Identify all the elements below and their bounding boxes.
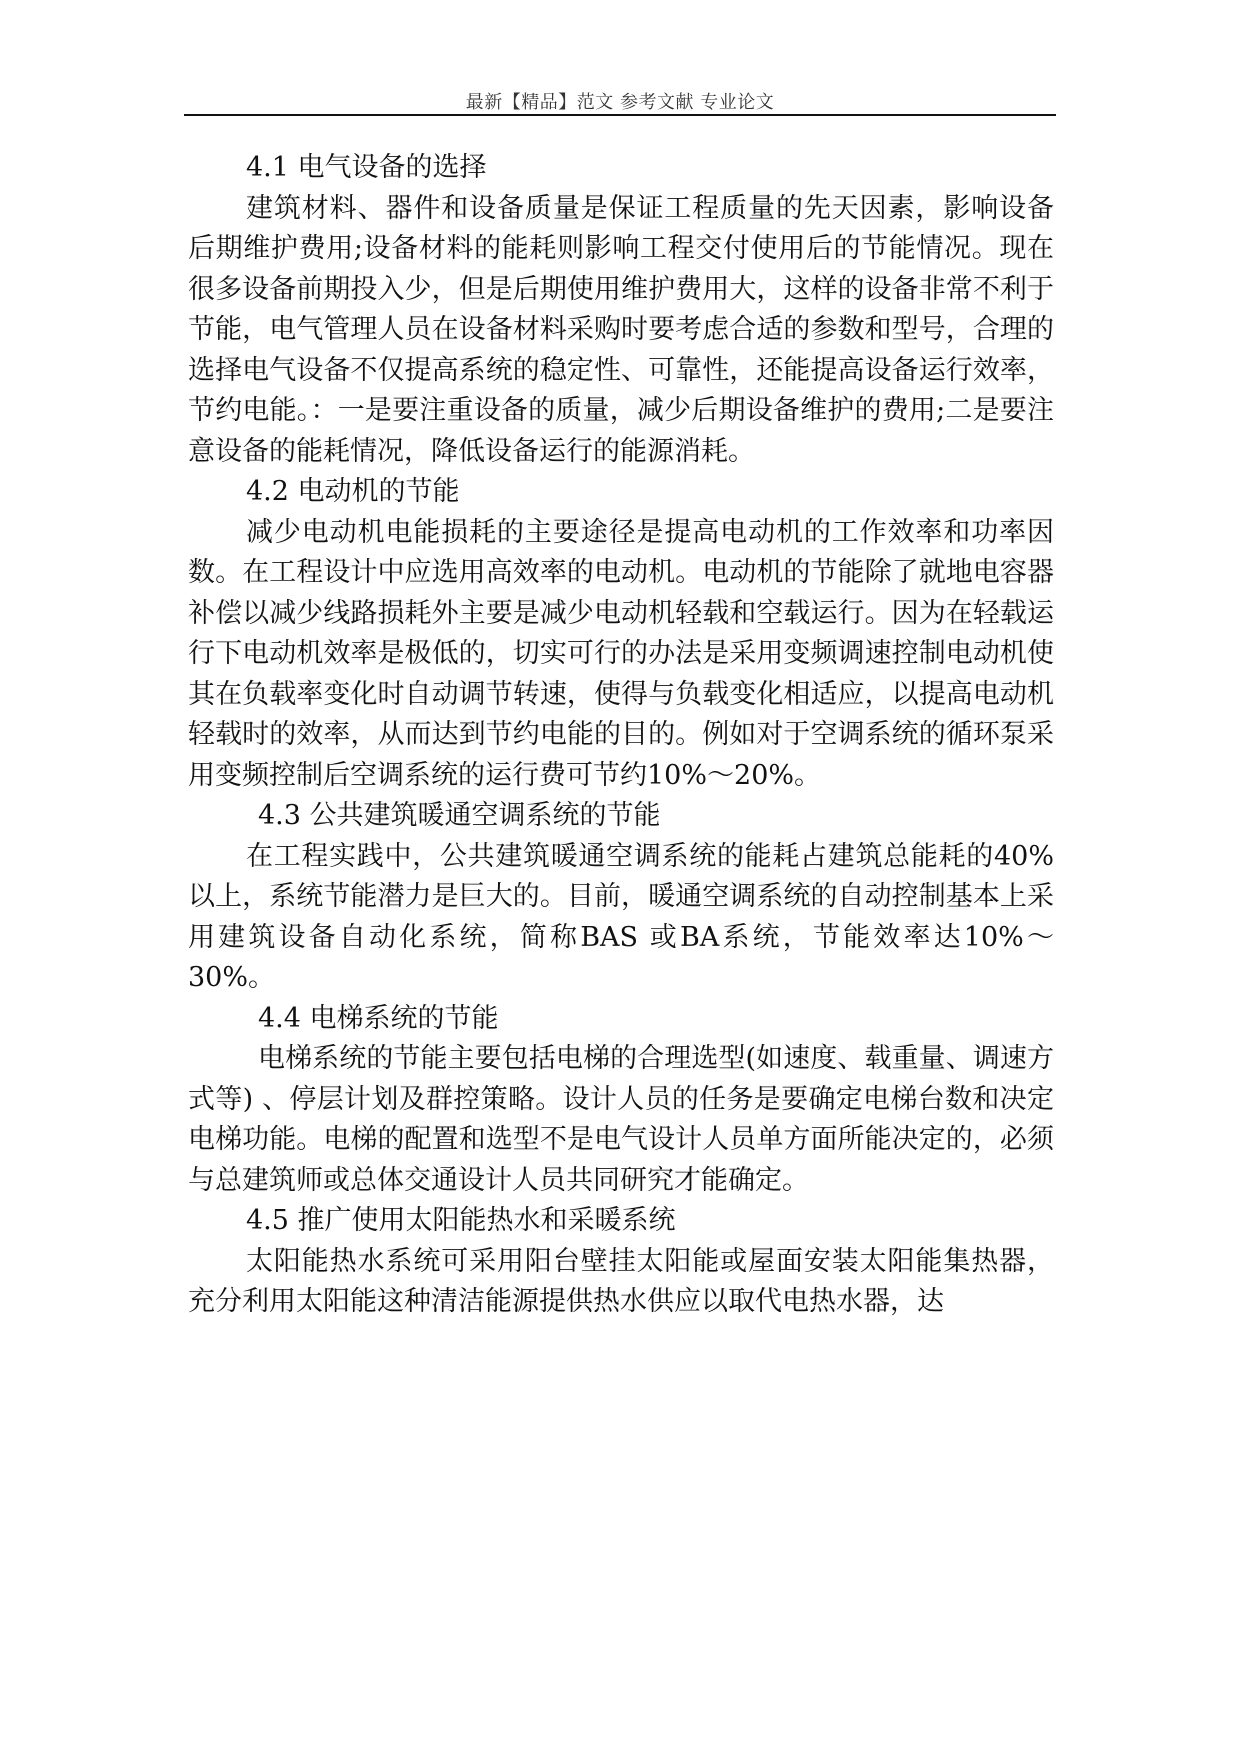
section-paragraph: 太阳能热水系统可采用阳台壁挂太阳能或屋面安装太阳能集热器，充分利用太阳能这种清洁能源提供热水供应以取代电热水器，达 (188, 1245, 1054, 1317)
section-heading: 4.1 电气设备的选择 (246, 152, 487, 183)
header-divider (184, 114, 1056, 116)
section-paragraph: 电梯系统的节能主要包括电梯的合理选型(如速度、载重量、调速方式等) 、停层计划及群控策略。设计人员的任务是要确定电梯台数和决定电梯功能。电梯的配置和选型不是电气设计人员单方面所能决定的，必须与总建筑师或总体交通设计人员共同研究才能确定。 (188, 1043, 1054, 1196)
section-heading: 4.2 电动机的节能 (246, 476, 460, 507)
running-header: 最新【精品】范文 参考文献 专业论文 (465, 92, 775, 113)
section-4-4 (188, 999, 1054, 1202)
section-heading: 4.5 推广使用太阳能热水和采暖系统 (246, 1205, 676, 1236)
section-4-2 (188, 472, 1054, 796)
document-body (188, 148, 1054, 1323)
section-4-3 (188, 796, 1054, 999)
section-paragraph: 建筑材料、器件和设备质量是保证工程质量的先天因素，影响设备后期维护费用;设备材料的能耗则影响工程交付使用后的节能情况。现在很多设备前期投入少，但是后期使用维护费用大，这样的设备非常不利于节能，电气管理人员在设备材料采购时要考虑合适的参数和型号，合理的选择电气设备不仅提高系统的稳定性、可靠性，还能提高设备运行效率，节约电能。：一是要注重设备的质量，减少后期设备维护的费用;二是要注意设备的能耗情况，降低设备运行的能源消耗。 (188, 192, 1054, 467)
section-heading: 4.3 公共建筑暖通空调系统的节能 (258, 800, 661, 831)
section-4-5 (188, 1201, 1054, 1323)
section-heading: 4.4 电梯系统的节能 (258, 1002, 499, 1034)
section-4-1 (188, 148, 1054, 472)
section-paragraph: 在工程实践中，公共建筑暖通空调系统的能耗占建筑总能耗的40%以上，系统节能潜力是巨大的。目前，暖通空调系统的自动控制基本上采用建筑设备自动化系统，简称BAS 或BA系统，节能效率达10%～30%。 (188, 840, 1054, 993)
section-paragraph: 减少电动机电能损耗的主要途径是提高电动机的工作效率和功率因数。在工程设计中应选用高效率的电动机。电动机的节能除了就地电容器补偿以减少线路损耗外主要是减少电动机轻载和空载运行。因为在轻载运行下电动机效率是极低的，切实可行的办法是采用变频调速控制电动机使其在负载率变化时自动调节转速，使得与负载变化相适应，以提高电动机轻载时的效率，从而达到节约电能的目的。例如对于空调系统的循环泵采用变频控制后空调系统的运行费可节约10%～20%。 (188, 516, 1054, 791)
